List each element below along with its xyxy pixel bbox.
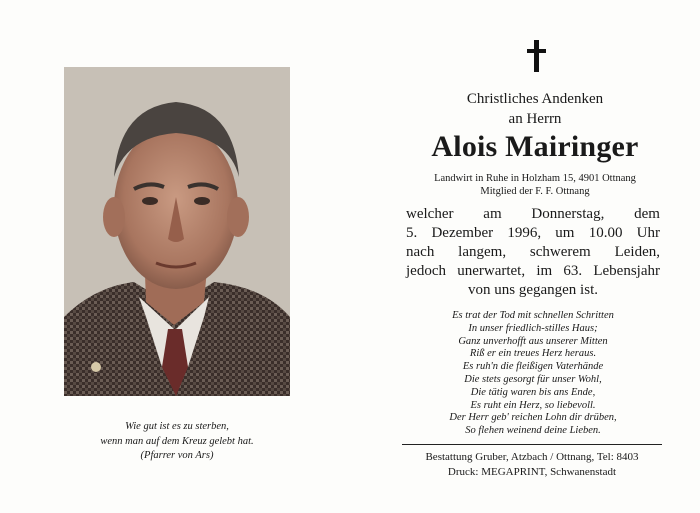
- footer: [402, 450, 662, 479]
- word: 5.: [406, 225, 418, 241]
- word: schwerem: [529, 244, 591, 260]
- word: Leiden,: [614, 244, 660, 260]
- poem-line: Riß er ein treues Herz heraus.: [469, 348, 597, 360]
- poem-line: In unser friedlich-stilles Haus;: [468, 322, 598, 334]
- subtitle-membership: Mitglied der F. F. Ottnang: [480, 186, 590, 197]
- word: langem,: [458, 244, 507, 260]
- subtitle: [410, 172, 660, 198]
- heading-line2: an Herrn: [508, 111, 562, 127]
- poem-line: So flehen weinend deine Lieben.: [465, 425, 601, 437]
- announcement-line2: [406, 224, 660, 243]
- word: am: [483, 206, 502, 222]
- poem-line: Ganz unverhofft aus unserer Mitten: [458, 335, 608, 347]
- divider: [402, 444, 662, 445]
- poem-line: Der Herr geb' reichen Lohn dir drüben,: [449, 412, 617, 424]
- footer-funeral-home: Bestattung Gruber, Atzbach / Ottnang, Tel: 8403: [425, 451, 639, 463]
- announcement-line5: von uns gegangen ist.: [468, 282, 598, 298]
- poem-line: Es ruht ein Herz, so liebevoll.: [470, 399, 596, 411]
- heading-line1: Christliches Andenken: [466, 91, 604, 107]
- poem-line: Es ruh'n die fleißigen Vaterhände: [462, 361, 604, 373]
- word: Dezember: [431, 225, 494, 241]
- quote-source: (Pfarrer von Ars): [140, 450, 214, 461]
- word: nach: [406, 244, 435, 260]
- quote-block: [64, 420, 290, 464]
- word: jedoch: [406, 263, 446, 279]
- footer-printer: Druck: MEGAPRINT, Schwanenstadt: [447, 465, 617, 478]
- announcement-line3: [406, 243, 660, 262]
- word: Uhr: [636, 225, 660, 241]
- portrait-illustration: [64, 67, 290, 396]
- word: 1996,: [507, 225, 542, 241]
- word: welcher: [406, 206, 454, 222]
- portrait-photo: [64, 67, 290, 396]
- quote-line: Wie gut ist es zu sterben,: [125, 421, 229, 432]
- word: Donnerstag,: [531, 206, 605, 222]
- quote-line: wenn man auf dem Kreuz gelebt hat.: [100, 435, 254, 447]
- heading: [410, 89, 660, 129]
- announcement-line1: [406, 205, 660, 224]
- word: um: [555, 225, 575, 241]
- announcement: [406, 205, 660, 300]
- word: dem: [634, 206, 660, 222]
- announcement-line4: [406, 262, 660, 281]
- poem: [406, 310, 660, 438]
- latin-cross-icon: [526, 40, 548, 72]
- poem-line: Die stets gesorgt für unser Wohl,: [464, 373, 602, 385]
- word: im: [536, 263, 553, 279]
- word: 63.: [563, 263, 583, 279]
- word: unerwartet,: [457, 263, 526, 279]
- deceased-name: Alois Mairinger: [431, 130, 639, 163]
- subtitle-occupation: Landwirt in Ruhe in Holzham 15, 4901 Ottnang: [434, 173, 636, 184]
- word: Lebensjahr: [593, 263, 660, 279]
- poem-line: Es trat der Tod mit schnellen Schritten: [452, 310, 614, 321]
- poem-line: Die tätig waren bis ans Ende,: [470, 386, 596, 398]
- word: 10.00: [588, 225, 623, 241]
